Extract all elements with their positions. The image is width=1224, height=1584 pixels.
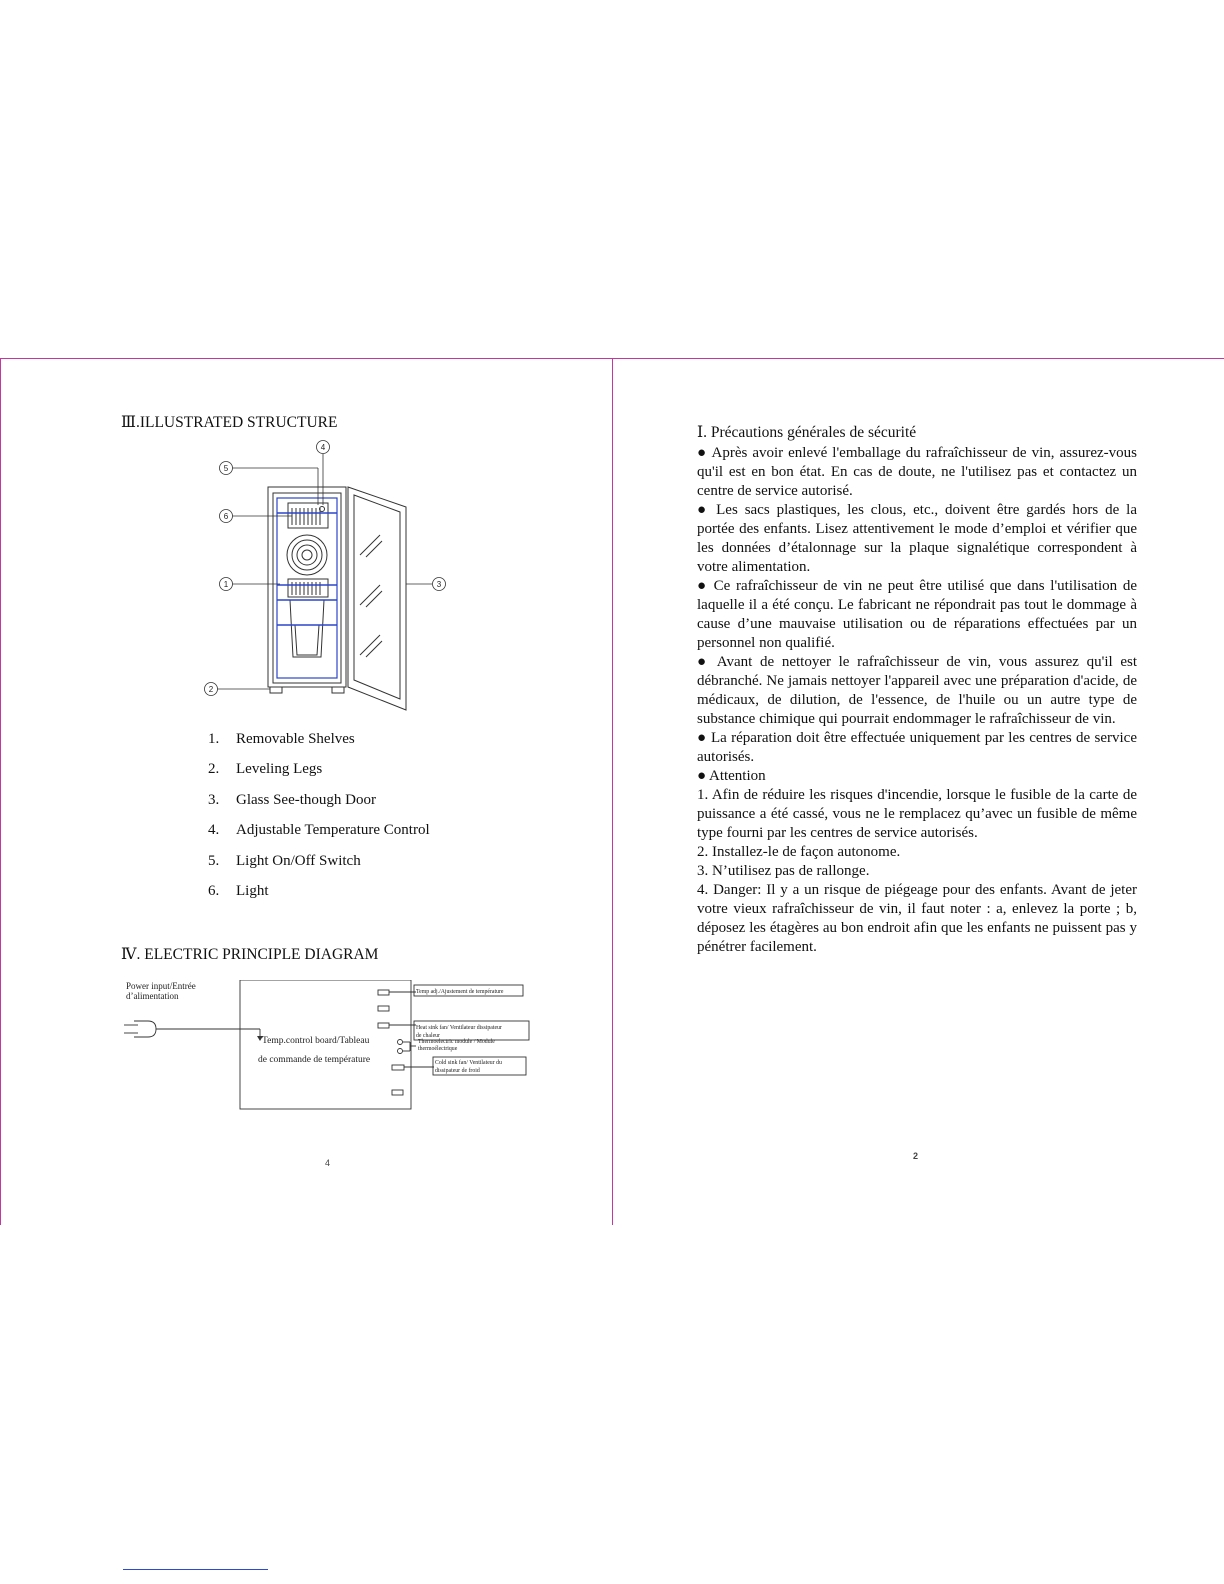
paragraph: ● Avant de nettoyer le rafraîchisseur de vin, vous assurez qu'il est débranché. Ne jamais nettoyer l'appareil avec une préparation d'acide, de médicaux, de dilution, de l'essence, de l'huile ou un autre type de substance chimique qui pourrait endommager le rafraîchisseur de vin. <box>697 654 1137 727</box>
parts-list <box>208 731 430 913</box>
power-input-label-1: Power input/Entrée <box>126 981 196 991</box>
frame-center-divider <box>612 358 613 1225</box>
callout-6: 6 <box>223 512 229 521</box>
right-page-body <box>697 423 1137 957</box>
frame-left-border <box>0 358 1 1225</box>
control-board-label-1: Temp.control board/Tableau <box>262 1036 370 1046</box>
callout-1: 1 <box>223 580 229 589</box>
right-page-title: Ⅰ. Précautions générales de sécurité <box>697 424 917 441</box>
callout-2: 2 <box>208 685 214 694</box>
paragraph: ● Les sacs plastiques, les clous, etc., doivent être gardés hors de la portée des enfants. Lisez attentivement le mode d’emploi et vérifier que les données d’étalonnage sur la plaque signalétique correspondent à votre alimentation. <box>697 502 1137 575</box>
list-item: 1. Removable Shelves <box>208 731 355 747</box>
cold-sink-fan-label-2: dissipateur de froid <box>435 1068 480 1074</box>
callout-5: 5 <box>223 464 229 473</box>
paragraph: 2. Installez-le de façon autonome. <box>697 844 901 860</box>
list-item: 4. Adjustable Temperature Control <box>208 822 430 839</box>
section-3-title: Ⅲ.ILLUSTRATED STRUCTURE <box>121 414 338 431</box>
section-4-title: Ⅳ. ELECTRIC PRINCIPLE DIAGRAM <box>121 946 379 963</box>
control-board-label-2: de commande de température <box>258 1055 371 1065</box>
paragraph: ● Après avoir enlevé l'emballage du rafraîchisseur de vin, assurez-vous qu'il est en bon état. En cas de doute, ne l'utilisez pas et contactez un centre de service autorisé. <box>697 445 1137 499</box>
cold-sink-fan-label-1: Cold sink fan/ Ventilateur du <box>435 1060 502 1066</box>
heat-sink-fan-label-1: Heat sink fan/ Ventilateur dissipateur <box>416 1025 502 1031</box>
paragraph: ● Attention <box>697 768 766 784</box>
thermo-module-label-1: Thermoelectric module / Module <box>418 1039 495 1045</box>
list-item: 3. Glass See-though Door <box>208 791 376 808</box>
paragraph: 1. Afin de réduire les risques d'incendie, lorsque le fusible de la carte de puissance a été cassé, vous ne le remplacez qu’avec un fusible de même type fourni par les centres de service autorisés. <box>697 787 1137 841</box>
list-item: 5. Light On/Off Switch <box>208 852 361 869</box>
list-item: 2. Leveling Legs <box>208 761 323 778</box>
paragraph: ● Ce rafraîchisseur de vin ne peut être utilisé que dans l'utilisation de laquelle il a été conçu. Le fabricant ne répondrait pas tout le dommage à cause d’une mauvaise utilisation ou de réparations effectuées par un personnel non qualifié. <box>697 578 1137 651</box>
paragraph: ● La réparation doit être effectuée uniquement par les centres de service autorisés. <box>697 730 1137 765</box>
paragraph: 4. Danger: Il y a un risque de piégeage pour des enfants. Avant de jeter votre vieux rafraîchisseur de vin, il faut noter : a, enlevez la porte ; b, déposez les étagères au bon endroit afin que les enfants ne puissent pas y pénétrer facilement. <box>697 882 1137 955</box>
bottom-link-underline <box>123 1569 268 1570</box>
callout-3: 3 <box>436 580 442 589</box>
wine-cooler-illustration <box>200 435 470 720</box>
list-item: 6. Light <box>208 882 269 899</box>
right-page-number: 2 <box>913 1151 919 1161</box>
paragraph: 3. N’utilisez pas de rallonge. <box>697 863 870 879</box>
thermo-module-label-2: thermoélectrique <box>418 1046 458 1052</box>
electric-principle-diagram <box>120 980 540 1115</box>
temp-adj-label: Temp adj./Ajustement de température <box>416 989 504 995</box>
left-page-number: 4 <box>325 1158 331 1168</box>
power-input-label-2: d’alimentation <box>126 991 179 1001</box>
heat-sink-fan-label-2: de chaleur <box>416 1033 440 1039</box>
callout-4: 4 <box>320 443 326 452</box>
